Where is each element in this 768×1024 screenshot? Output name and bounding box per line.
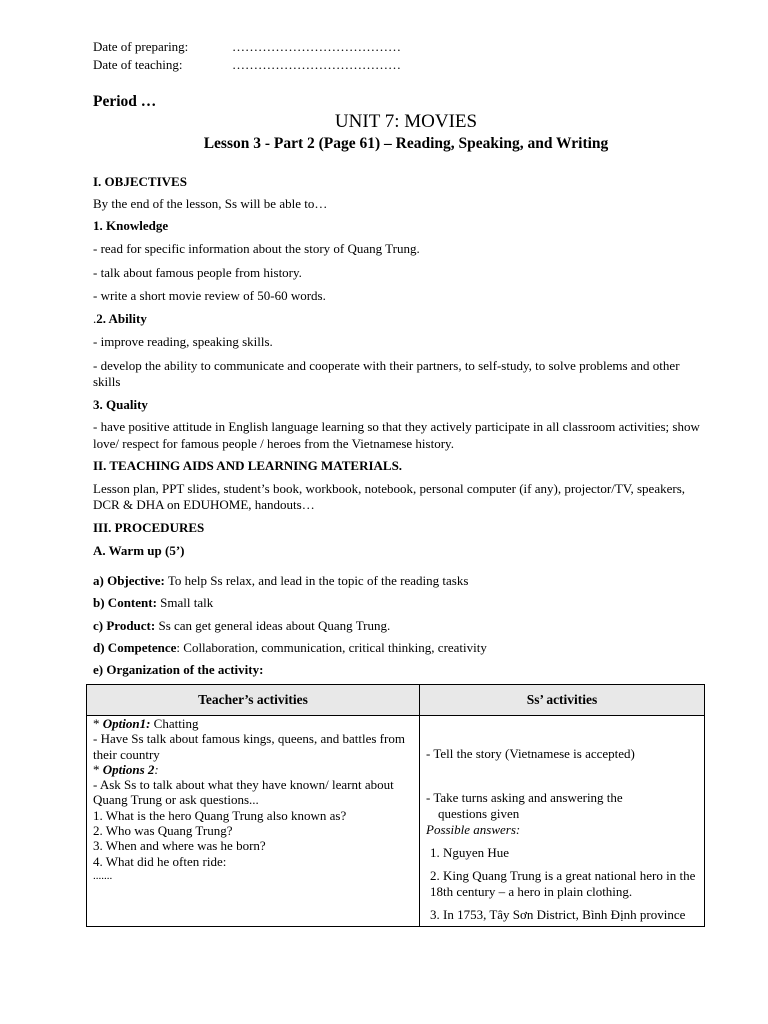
option1-detail: - Have Ss talk about famous kings, queens, and battles from their country [93, 731, 405, 762]
ability-prefix: . [93, 311, 97, 326]
teacher-activities-header: Teacher’s activities [87, 685, 420, 716]
knowledge-heading: 1. Knowledge [93, 218, 169, 233]
competence-label: d) Competence [93, 639, 177, 655]
student-take-turns-cont: questions given [438, 805, 520, 821]
competence-text: : Collaboration, communication, critical thinking, creativity [176, 639, 487, 655]
answer-2: 2. King Quang Trung is a great national hero in the 18th century – a hero in plain clothing. [430, 868, 696, 899]
date-teaching-label: Date of teaching: [93, 57, 183, 72]
product-label: c) Product: [93, 617, 156, 633]
warmup-heading: A. Warm up (5’) [93, 542, 185, 558]
objective-text: To help Ss relax, and lead in the topic of the reading tasks [164, 573, 469, 588]
question-1: 1. What is the hero Quang Trung also known as? [93, 807, 347, 823]
date-teaching-row [93, 56, 705, 74]
option2-star: * [93, 761, 103, 777]
objective-label: a) Objective: [93, 573, 165, 588]
option2-line [93, 762, 413, 777]
question-4: 4. What did he often ride: [93, 853, 227, 869]
possible-answers-label: Possible answers: [426, 821, 521, 837]
quality-item: - have positive attitude in English language learning so that they actively participate in all classroom activities; show love/ respect for famous people / heroes from the Vietnamese history. [93, 419, 700, 451]
knowledge-item-3: - write a short movie review of 50-60 words. [93, 287, 326, 303]
warmup-competence [93, 640, 705, 656]
content-text: Small talk [156, 595, 214, 611]
content-label: b) Content: [93, 595, 157, 611]
question-2: 2. Who was Quang Trung? [93, 823, 233, 839]
activities-table [86, 684, 705, 927]
ability-item-1: - improve reading, speaking skills. [93, 334, 273, 350]
date-teaching-value: ………………………………… [232, 57, 401, 72]
lesson-plan-page [93, 38, 705, 678]
answer-1: 1. Nguyen Hue [430, 845, 510, 861]
warmup-product [93, 618, 705, 634]
option2-label: Options 2 [102, 761, 155, 777]
option1-line [93, 716, 413, 731]
aids-text: Lesson plan, PPT slides, student’s book, workbook, notebook, personal computer (if any), projector/TV, speakers, DCR & DHA on EDUHOME, handouts… [93, 481, 686, 513]
table-row [87, 716, 705, 927]
student-tell-story: - Tell the story (Vietnamese is accepted) [426, 746, 635, 761]
warmup-content [93, 595, 705, 611]
lesson-title: Lesson 3 - Part 2 (Page 61) – Reading, Speaking, and Writing [203, 135, 609, 153]
option1-label: Option1: [102, 716, 151, 731]
date-preparing-row [93, 38, 705, 56]
answer-3: 3. In 1753, Tây Sơn District, Bình Định province [430, 907, 686, 923]
objectives-intro: By the end of the lesson, Ss will be able to… [93, 195, 328, 211]
student-take-turns: - Take turns asking and answering the [426, 790, 623, 806]
student-activities-cell [420, 716, 705, 927]
knowledge-item-1: - read for specific information about the story of Quang Trung. [93, 241, 420, 257]
ellipsis: ....... [93, 869, 113, 882]
ability-item-2: - develop the ability to communicate and cooperate with their partners, to self-study, to solve problems and other skills [93, 357, 680, 389]
period-label: Period … [93, 93, 157, 110]
ability-heading-line [93, 311, 705, 327]
aids-heading: II. TEACHING AIDS AND LEARNING MATERIALS. [93, 457, 403, 473]
question-3: 3. When and where was he born? [93, 838, 266, 854]
teacher-activities-cell [87, 716, 420, 927]
organization-label: e) Organization of the activity: [93, 662, 264, 677]
option2-detail: - Ask Ss to talk about what they have known/ learnt about Quang Trung or ask questions... [93, 777, 394, 808]
quality-heading: 3. Quality [93, 397, 148, 412]
option1-text: Chatting [150, 716, 199, 731]
date-block [93, 38, 705, 74]
objectives-heading: I. OBJECTIVES [93, 173, 187, 189]
date-preparing-label: Date of preparing: [93, 39, 189, 54]
option1-star: * [93, 716, 103, 731]
warmup-objective [93, 573, 705, 589]
date-preparing-value: ………………………………… [232, 39, 401, 54]
product-text: Ss can get general ideas about Quang Trung. [155, 617, 391, 633]
unit-title: UNIT 7: MOVIES [334, 111, 478, 133]
option2-colon: : [154, 761, 159, 777]
knowledge-item-2: - talk about famous people from history. [93, 264, 302, 280]
table-header-row [87, 685, 705, 716]
student-activities-header: Ss’ activities [420, 685, 705, 716]
ability-heading: 2. Ability [96, 311, 147, 326]
procedures-heading: III. PROCEDURES [93, 519, 205, 535]
